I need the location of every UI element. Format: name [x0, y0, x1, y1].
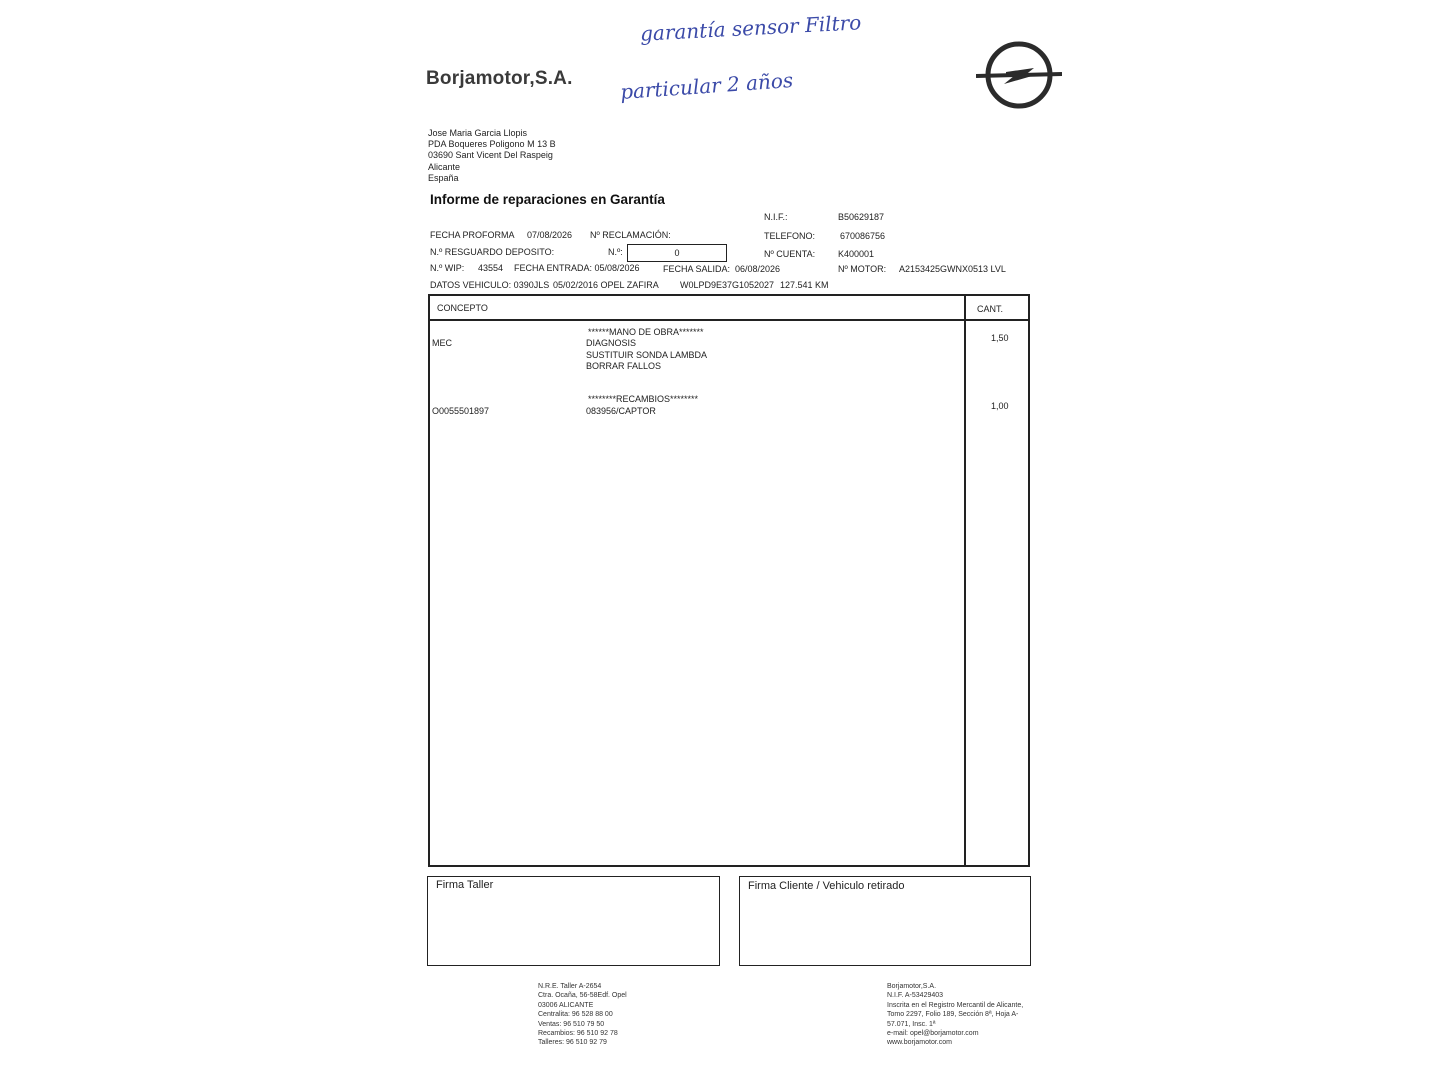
labour-line: SUSTITUIR SONDA LAMBDA: [586, 350, 708, 360]
vehiculo-date-model: 05/02/2016 OPEL ZAFIRA: [553, 280, 659, 290]
vehiculo-label: DATOS VEHICULO: 0390JLS: [430, 280, 550, 290]
footer-left-line: 03006 ALICANTE: [538, 1001, 594, 1009]
part-desc: 083956/CAPTOR: [586, 406, 656, 416]
table-column-divider: [964, 294, 966, 865]
footer-right-line: 57.071, Insc. 1ª: [887, 1020, 936, 1028]
company-name: Borjamotor,S.A.: [426, 68, 573, 89]
opel-logo-icon: [976, 40, 1062, 110]
firma-taller-box: [427, 876, 720, 966]
footer-left-line: N.R.E. Taller A-2654: [538, 983, 602, 990]
firma-taller-label: Firma Taller: [436, 879, 494, 891]
footer-right-line: N.I.F. A-53429403: [887, 992, 944, 1000]
footer-right-line: Tomo 2297, Folio 189, Sección 8ª, Hoja A-: [887, 1011, 1019, 1019]
customer-city: 03690 Sant Vicent Del Raspeig: [428, 150, 553, 161]
customer-address: [428, 128, 556, 184]
concepto-table: [428, 294, 1030, 867]
cuenta-value: K400001: [838, 249, 875, 259]
fecha-proforma-label: FECHA PROFORMA: [430, 230, 515, 240]
cuenta-label: Nº CUENTA:: [764, 249, 816, 259]
fecha-salida-label: FECHA SALIDA:: [663, 264, 731, 274]
labour-code: MEC: [432, 338, 452, 348]
col-cant-header: CANT.: [977, 304, 1004, 314]
nif-value: B50629187: [838, 212, 885, 222]
customer-province: Alicante: [428, 161, 461, 172]
n-label: N.º:: [608, 247, 623, 257]
motor-value: A2153425GWNX0513 LVL: [899, 264, 1006, 274]
footer-right-line: www.borjamotor.com: [887, 1039, 952, 1047]
telefono-label: TELEFONO:: [764, 231, 816, 241]
wip-value: 43554: [478, 263, 504, 273]
resguardo-label: N.º RESGUARDO DEPOSITO:: [430, 247, 555, 257]
motor-label: Nº MOTOR:: [838, 264, 887, 274]
wip-label: N.º WIP:: [430, 263, 465, 273]
customer-name: Jose Maria Garcia Llopis: [428, 128, 528, 138]
part-code: O0055501897: [432, 406, 490, 416]
footer-right-line: e-mail: opel@borjamotor.com: [887, 1030, 979, 1038]
footer-left-line: Ctra. Ocaña, 56-58Edf. Opel: [538, 992, 627, 1000]
footer-left: [538, 982, 627, 1048]
report-title: Informe de reparaciones en Garantía: [430, 192, 665, 207]
firma-cliente-label: Firma Cliente / Vehiculo retirado: [748, 880, 905, 892]
labour-line: DIAGNOSIS: [586, 338, 637, 348]
reclamacion-label: Nº RECLAMACIÓN:: [590, 230, 671, 240]
footer-left-line: Talleres: 96 510 92 79: [538, 1039, 607, 1047]
handwritten-note-line2: particular 2 años: [619, 67, 794, 105]
n-value-box: 0: [627, 244, 727, 262]
firma-cliente-box: [739, 876, 1031, 966]
col-concepto-header: CONCEPTO: [437, 303, 488, 313]
vin-value: W0LPD9E37G1052027: [680, 280, 775, 290]
customer-country: España: [428, 172, 459, 183]
km-value: 127.541 KM: [780, 280, 829, 290]
labour-section-header: ******MANO DE OBRA*******: [588, 327, 704, 337]
footer-right: [887, 982, 1023, 1048]
fecha-entrada: FECHA ENTRADA: 05/08/2026: [514, 263, 640, 273]
customer-street: PDA Boqueres Poligono M 13 B: [428, 139, 556, 150]
labour-qty: 1,50: [991, 333, 1009, 343]
handwritten-note-line1: garantía sensor Filtro: [639, 10, 862, 46]
footer-right-line: Inscrita en el Registro Mercantil de Alicante,: [887, 1001, 1024, 1009]
table-header-divider: [428, 319, 1028, 321]
nif-label: N.I.F.:: [764, 212, 788, 222]
footer-right-line: Borjamotor,S.A.: [887, 983, 937, 990]
telefono-value: 670086756: [840, 231, 886, 241]
parts-section-header: ********RECAMBIOS********: [588, 394, 699, 404]
footer-left-line: Recambios: 96 510 92 78: [538, 1030, 618, 1038]
fecha-salida-value: 06/08/2026: [735, 264, 781, 274]
part-qty: 1,00: [991, 401, 1009, 411]
footer-left-line: Centralita: 96 528 88 00: [538, 1011, 613, 1019]
labour-line: BORRAR FALLOS: [586, 361, 662, 371]
footer-left-line: Ventas: 96 510 79 50: [538, 1020, 605, 1028]
fecha-proforma-value: 07/08/2026: [527, 230, 573, 240]
